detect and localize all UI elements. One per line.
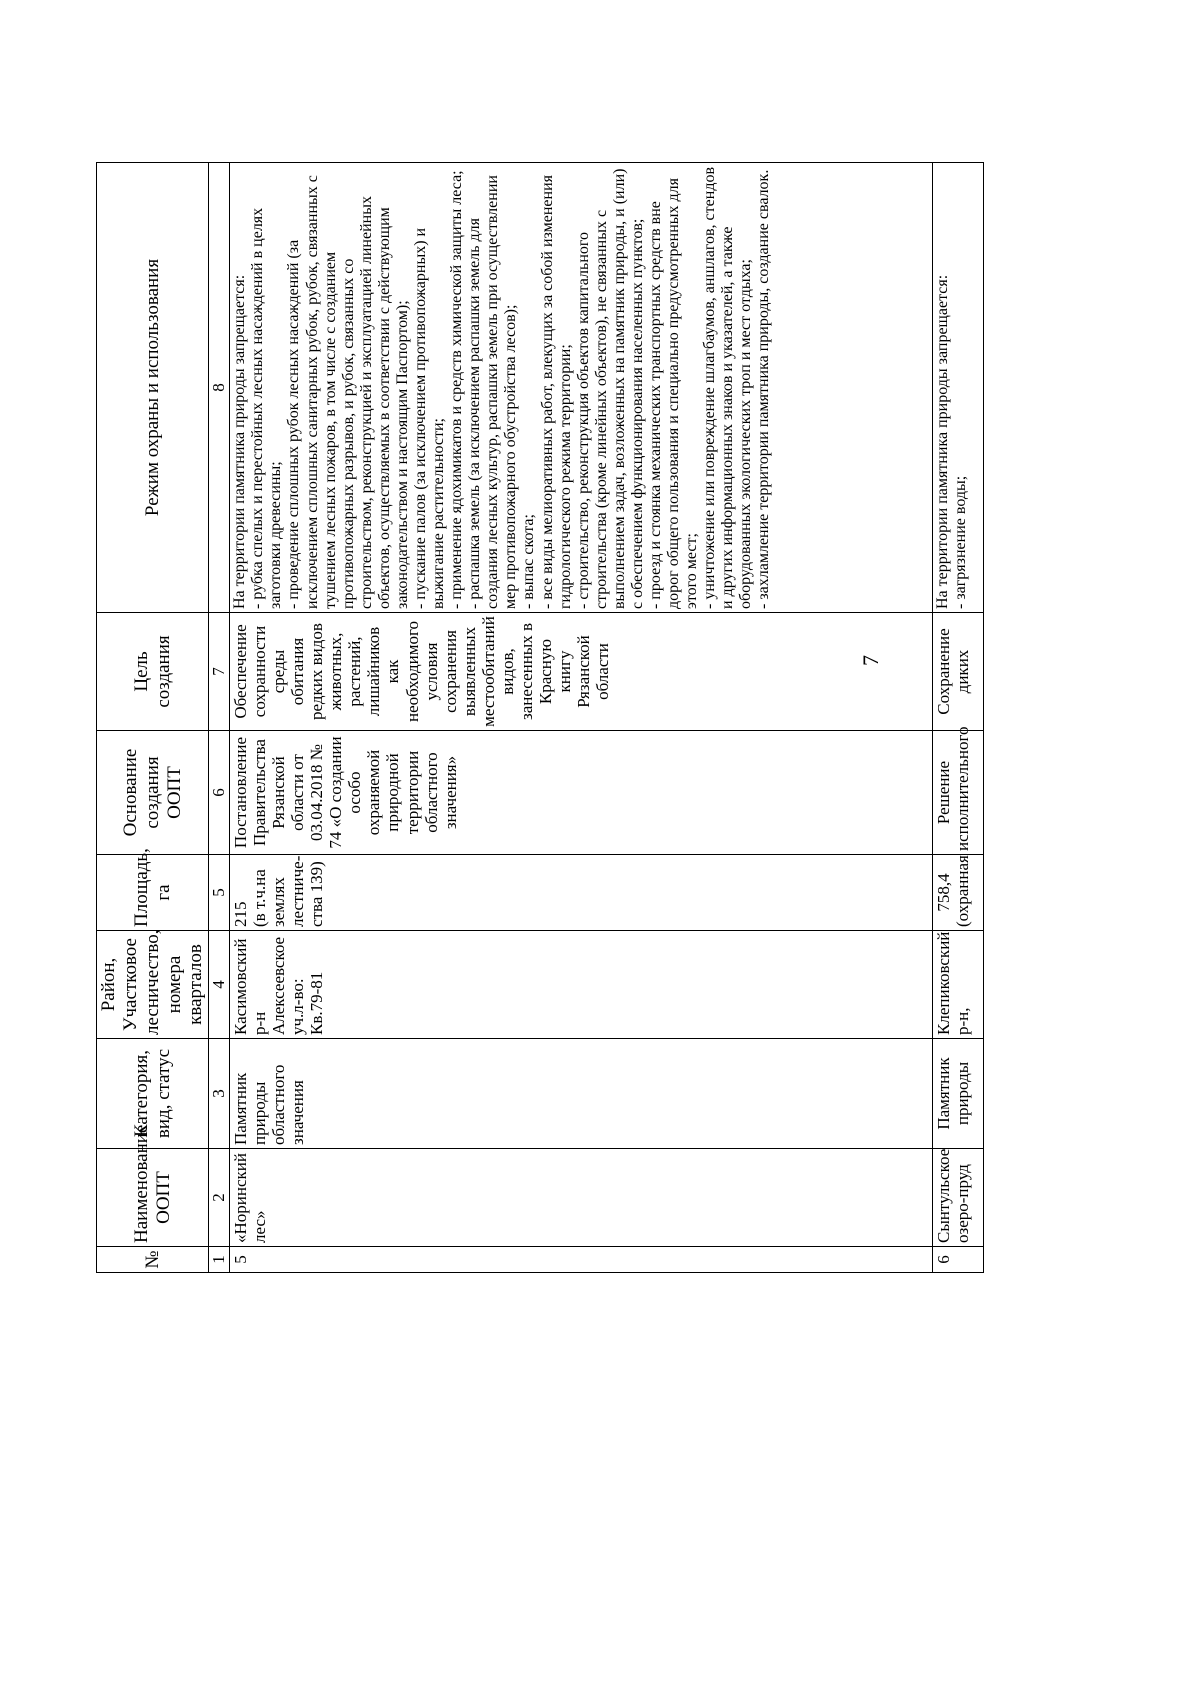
ootp-area bbox=[933, 855, 984, 931]
ootp-name: «Норинский лес» bbox=[230, 1149, 933, 1247]
district-line: Кв.79-81 bbox=[307, 971, 327, 1035]
page-number: 7 bbox=[858, 655, 883, 666]
district-line: р-н, bbox=[953, 1007, 973, 1035]
column-number: 7 bbox=[209, 613, 230, 731]
column-number: 2 bbox=[209, 1149, 230, 1247]
area-line: 758,4 bbox=[934, 873, 954, 912]
ootp-purpose: Обеспечение сохранности среды обитания редких видов животных, растений, лишайников как необходимого условия сохранения выявленных местообитаний видов, занесенных в Красную книгу Рязанской области bbox=[230, 613, 933, 731]
regime-line: - рубка спелых и перестойных лесных насаждений в целях заготовки древесины; bbox=[249, 207, 285, 609]
header-regime: Режим охраны и использования bbox=[97, 163, 209, 613]
column-number: 3 bbox=[209, 1039, 230, 1149]
table-row bbox=[933, 163, 984, 1273]
regime-line: - строительство, реконструкция объектов капитального строительства (кроме линейных объектов), не связанных с выполнением задач, возложенных на памятник природы, и (или) с обеспечением функционирования населенных пунктов; bbox=[574, 168, 646, 609]
ootp-regime bbox=[933, 163, 984, 613]
ootp-district bbox=[230, 931, 933, 1039]
ootp-area bbox=[230, 855, 933, 931]
regime-line: На территории памятника природы запрещается: bbox=[231, 274, 249, 609]
column-number: 6 bbox=[209, 731, 230, 855]
district-line: Клепиковский bbox=[934, 931, 954, 1035]
row-number: 5 bbox=[230, 1247, 933, 1273]
ootp-purpose bbox=[933, 613, 984, 731]
district-line: Алексеевское bbox=[269, 936, 289, 1035]
district-line: уч.л-во: bbox=[288, 978, 308, 1035]
regime-line: На территории памятника природы запрещается: bbox=[934, 274, 952, 609]
ootp-basis: Постановление Правительства Рязанской области от 03.04.2018 № 74 «О создании особо охраняемой природной территории областного значения» bbox=[230, 731, 933, 855]
header-row bbox=[97, 163, 209, 1273]
column-number-row bbox=[209, 163, 230, 1273]
table-row bbox=[230, 163, 933, 1273]
regime-line: - распашка земель (за исключением распашки земель для создания лесных культур, распашки земель при осуществлении мер противопожарного обустройства лесов); bbox=[466, 175, 520, 609]
ootp-category: Памятник природы областного значения bbox=[230, 1039, 933, 1149]
area-line: 215 bbox=[231, 901, 251, 927]
header-district: Район, Участковое лесничество, номера кварталов bbox=[97, 931, 209, 1039]
regime-line: - уничтожение или повреждение шлагбаумов, аншлагов, стендов и других информационных знаков и указателей, а также оборудованных экологических троп и мест отдыха; bbox=[701, 166, 755, 609]
ootp-district bbox=[933, 931, 984, 1039]
category-line: Памятник bbox=[934, 1057, 954, 1130]
ootp-regime bbox=[230, 163, 933, 613]
header-purpose: Цель создания bbox=[97, 613, 209, 731]
header-number: № bbox=[97, 1247, 209, 1273]
regime-line: - выпас скота; bbox=[520, 514, 538, 609]
ootp-basis bbox=[933, 726, 984, 855]
regime-line: - захламление территории памятника природы, создание свалок. bbox=[755, 169, 773, 609]
area-line: лестниче- bbox=[288, 855, 308, 927]
purpose-line: Сохранение bbox=[934, 628, 954, 715]
regime-line: - проезд и стоянка механических транспортных средств вне дорог общего пользования и специально предусмотренных для этого мест; bbox=[647, 177, 701, 609]
header-area: Площадь, га bbox=[97, 855, 209, 931]
regime-line: - загрязнение воды; bbox=[952, 475, 970, 609]
regime-line: - пускание палов (за исключением противопожарных) и выжигание растительности; bbox=[412, 227, 448, 609]
area-line: землях bbox=[269, 877, 289, 927]
header-category: Категория, вид, статус bbox=[97, 1039, 209, 1149]
area-line: ства 139) bbox=[307, 861, 327, 927]
category-line: природы bbox=[953, 1061, 973, 1126]
district-line: Касимовский bbox=[231, 938, 251, 1035]
area-line: (охранная bbox=[953, 855, 973, 927]
basis-line: исполнительного bbox=[953, 726, 973, 851]
regime-line: - проведение сплошных рубок лесных насаждений (за исключением сплошных санитарных рубок, рубок, связанных с тушением лесных пожаров, в том числе с созданием противопожарных разрывов, и рубок, связанных со строительством, реконструкцией и эксплуатацией линейных объектов, осуществляемых в соответствии с действующим законодательством и настоящим Паспортом); bbox=[285, 175, 411, 609]
basis-line: Решение bbox=[934, 760, 954, 825]
area-line: (в т.ч.на bbox=[250, 869, 270, 927]
name-line: озеро-пруд bbox=[953, 1164, 973, 1243]
column-number: 8 bbox=[209, 163, 230, 613]
header-name: Наименование ООПТ bbox=[97, 1149, 209, 1247]
regime-line: - применение ядохимикатов и средств химической защиты леса; bbox=[448, 170, 466, 609]
name-line: Сынтульское bbox=[934, 1148, 954, 1243]
ootp-name bbox=[933, 1149, 984, 1247]
column-number: 5 bbox=[209, 855, 230, 931]
regime-line: - все виды мелиоративных работ, влекущих за собой изменения гидрологического режима территории; bbox=[538, 174, 574, 609]
purpose-line: диких bbox=[953, 649, 973, 694]
ootp-table bbox=[96, 162, 984, 1273]
column-number: 4 bbox=[209, 931, 230, 1039]
ootp-category bbox=[933, 1039, 984, 1149]
district-line: р-н bbox=[250, 1011, 270, 1035]
row-number: 6 bbox=[933, 1247, 984, 1273]
column-number: 1 bbox=[209, 1247, 230, 1273]
header-basis: Основание создания ООПТ bbox=[97, 731, 209, 855]
